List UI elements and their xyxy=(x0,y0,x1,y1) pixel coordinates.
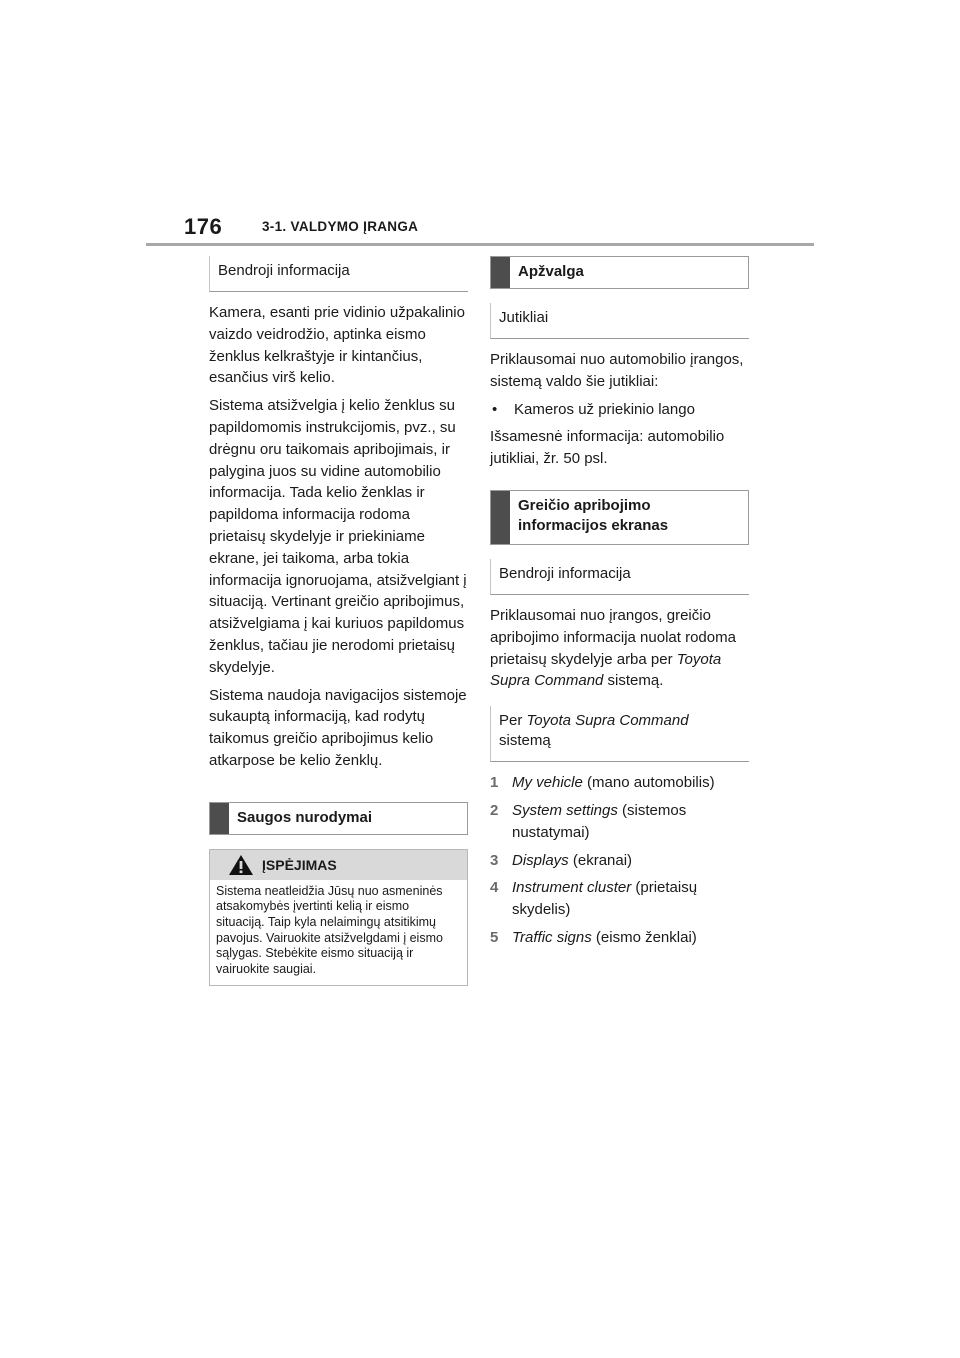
paragraph-system: Sistema atsižvelgia į kelio ženklus su papildomomis instrukcijomis, pvz., su drėgnu oru taikomais apribojimais, ir palygina juos su vidine automobilio informacija. Tada kelio ženklas ir papildoma informacija rodoma prietaisų skydelyje ir priekiniame ekrane, jei taikoma, arba tokia informacija ignoruojama, atsižvelgiant į situaciją. Vertinant greičio apribojimus, atsižvelgiama į kai kuriuos papildomus ženklus, tačiau jie nerodomi prietaisų skydelyje. xyxy=(209,397,467,676)
step-menu-item: My vehicle xyxy=(512,774,583,792)
heading-speed-limit-display-text: Greičio apribojimo informacijos ekranas xyxy=(518,496,669,534)
paragraph-camera: Kamera, esanti prie vidinio užpakalinio vaizdo veidrodžio, aptinka eismo ženklus kelkraštyje ir kintančius, esančius virš kelio. xyxy=(209,304,465,387)
heading-overview xyxy=(490,256,749,289)
heading-bar xyxy=(491,257,510,288)
heading-safety-text: Saugos nurodymai xyxy=(237,808,373,826)
warning-box xyxy=(209,849,468,987)
step-menu-item: Traffic signs xyxy=(512,928,592,946)
heading-overview-text: Apžvalga xyxy=(518,263,584,280)
step-text xyxy=(512,927,697,949)
step-description: (eismo ženklai) xyxy=(591,928,697,946)
step-item xyxy=(490,800,749,844)
step-text xyxy=(512,850,632,872)
step-description: (prietaisų skydelis) xyxy=(512,879,698,919)
heading-via-command-a: Per xyxy=(499,712,527,730)
warning-title: ĮSPĖJIMAS xyxy=(262,856,337,873)
paragraph-details: Išsamesnė informacija: automobilio jutikliai, žr. 50 psl. xyxy=(490,428,725,468)
page-number: 176 xyxy=(184,214,223,239)
heading-bar xyxy=(491,491,510,544)
heading-sensors xyxy=(490,303,749,339)
step-number: 3 xyxy=(490,851,499,869)
right-column xyxy=(490,256,749,955)
step-number: 5 xyxy=(490,928,499,946)
list-item-text: Kameros už priekinio lango xyxy=(514,400,695,418)
heading-via-command-c: sistemą xyxy=(499,732,551,750)
step-description: (ekranai) xyxy=(568,851,633,869)
step-description: (mano automobilis) xyxy=(582,774,715,792)
heading-via-command-b: Toyota Supra Command xyxy=(526,712,689,730)
heading-general-info xyxy=(209,256,468,292)
step-number: 4 xyxy=(490,879,499,897)
left-column xyxy=(209,256,468,986)
list-item xyxy=(490,399,749,421)
bullet-icon: • xyxy=(492,400,498,418)
paragraph-speed-limit-c: sistemą. xyxy=(603,672,664,690)
step-item xyxy=(490,772,749,794)
heading-speed-limit-display xyxy=(490,490,749,545)
step-item xyxy=(490,877,749,921)
paragraph-speed-limit-a: Priklausomai nuo įrangos, greičio apribojimo informacija nuolat rodoma prietaisų skydelyje arba per xyxy=(490,606,736,668)
step-text xyxy=(512,877,749,921)
paragraph-speed-limit-b: Toyota Supra Command xyxy=(490,650,722,690)
step-description: (sistemos nustatymai) xyxy=(512,801,687,841)
heading-bar xyxy=(210,803,229,834)
step-text xyxy=(512,772,715,794)
step-menu-item: Displays xyxy=(512,851,569,869)
heading-safety xyxy=(209,802,468,835)
step-number: 1 xyxy=(490,774,499,792)
heading-general-info-2 xyxy=(490,559,749,595)
heading-sensors-text: Jutikliai xyxy=(499,309,549,326)
step-menu-item: Instrument cluster xyxy=(512,879,632,897)
header-divider xyxy=(146,243,814,246)
step-menu-item: System settings xyxy=(512,801,618,819)
paragraph-navigation: Sistema naudoja navigacijos sistemoje sukauptą informaciją, kad rodytų taikomus greičio apribojimus kelio atkarpose be kelio ženklų. xyxy=(209,686,467,769)
step-number: 2 xyxy=(490,801,499,819)
section-title: 3-1. VALDYMO ĮRANGA xyxy=(262,219,419,234)
heading-general-info-text: Bendroji informacija xyxy=(218,262,350,279)
step-item xyxy=(490,927,749,949)
warning-triangle-icon xyxy=(228,854,254,876)
warning-text: Sistema neatleidžia Jūsų nuo asmeninės atsakomybės įvertinti kelią ir eismo situaciją. Taip kyla nelaimingų atsitikimų pavojus. Vairuokite atsižvelgdami į eismo sąlygas. Stebėkite eismo situaciją ir vairuokite saugiai. xyxy=(216,883,443,976)
step-text xyxy=(512,800,749,844)
warning-header xyxy=(210,850,467,880)
step-item xyxy=(490,850,749,872)
paragraph-speed-limit xyxy=(490,605,749,692)
paragraph-sensors: Priklausomai nuo automobilio įrangos, sistemą valdo šie jutikliai: xyxy=(490,351,744,390)
heading-general-info-2-text: Bendroji informacija xyxy=(499,564,631,582)
heading-via-command xyxy=(490,706,749,762)
